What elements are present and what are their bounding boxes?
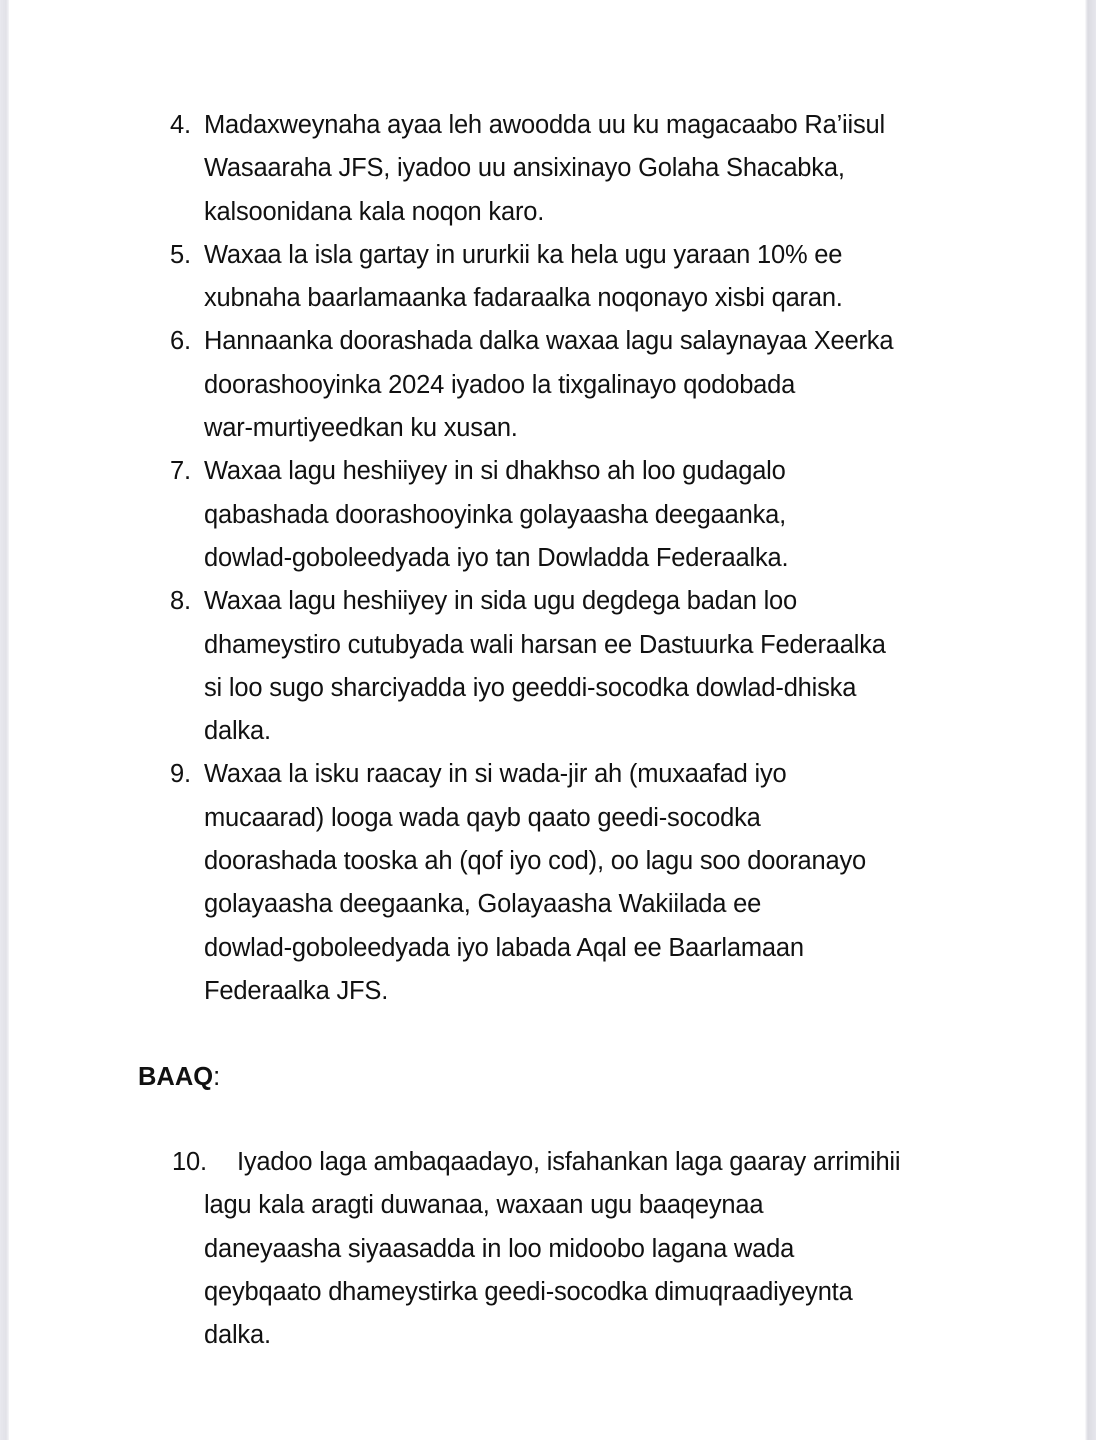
item-line: si loo sugo sharciyadda iyo geeddi-socodka dowlad-dhiska (204, 673, 857, 702)
item-number: 6. (170, 327, 191, 356)
section-heading-colon: : (213, 1063, 221, 1091)
item-line: qeybqaato dhameystirka geedi-socodka dimuqraadiyeynta (204, 1277, 853, 1306)
item-number: 9. (170, 760, 191, 789)
item-line: qabashada doorashooyinka golayaasha deegaanka, (204, 500, 787, 529)
numbered-list (170, 104, 970, 1013)
item-line: doorashooyinka 2024 iyadoo la tixgalinayo qodobada (204, 370, 796, 399)
section-heading (138, 1059, 220, 1095)
item-line: dowlad-goboleedyada iyo labada Aqal ee Baarlamaan (204, 933, 804, 962)
list-item-9 (170, 753, 970, 1013)
item-line: dalka. (204, 717, 271, 746)
list-item-10 (172, 1141, 992, 1357)
list-item-6 (170, 320, 970, 450)
item-line: golayaasha deegaanka, Golayaasha Wakiilada ee (204, 890, 762, 919)
item-line: Iyadoo laga ambaqaadayo, isfahankan laga gaaray arrimihii (237, 1148, 901, 1176)
item-line: Hannaanka doorashada dalka waxaa lagu salaynayaa Xeerka (204, 327, 894, 356)
list-item-8 (170, 580, 970, 753)
item-number: 10. (172, 1148, 207, 1176)
item-line: dowlad-goboleedyada iyo tan Dowladda Federaalka. (204, 543, 789, 572)
item-line: mucaarad) looga wada qayb qaato geedi-socodka (204, 803, 761, 832)
item-number: 8. (170, 587, 191, 616)
item-line: Waxaa lagu heshiiyey in sida ugu degdega badan loo (204, 587, 797, 616)
section-heading-bold: BAAQ (138, 1063, 214, 1091)
item-line: lagu kala aragti duwanaa, waxaan ugu baaqeynaa (204, 1191, 764, 1220)
item-line: Waxaa la isku raacay in si wada-jir ah (muxaafad iyo (204, 760, 787, 789)
item-line: war-murtiyeedkan ku xusan. (204, 414, 518, 443)
item-line: Wasaaraha JFS, iyadoo uu ansixinayo Golaha Shacabka, (204, 154, 845, 183)
item-line: kalsoonidana kala noqon karo. (204, 197, 545, 226)
list-item-7 (170, 450, 970, 580)
item-line: Madaxweynaha ayaa leh awoodda uu ku magacaabo Ra’iisul (204, 111, 885, 139)
item-line: xubnaha baarlamaanka fadaraalka noqonayo xisbi qaran. (204, 284, 843, 313)
item-line: Federaalka JFS. (204, 976, 389, 1005)
item-line: Waxaa lagu heshiiyey in si dhakhso ah loo gudagalo (204, 457, 786, 486)
item-line: dhameystiro cutubyada wali harsan ee Dastuurka Federaalka (204, 630, 886, 659)
item-line: Waxaa la isla gartay in ururkii ka hela ugu yaraan 10% ee (204, 240, 843, 269)
item-number: 4. (170, 111, 191, 139)
item-line: daneyaasha siyaasadda in loo midoobo lagana wada (204, 1234, 795, 1263)
item-line: doorashada tooska ah (qof iyo cod), oo lagu soo dooranayo (204, 847, 866, 876)
list-item-5 (170, 234, 970, 321)
item-number: 7. (170, 457, 191, 486)
list-item-4 (170, 104, 970, 234)
item-number: 5. (170, 240, 191, 269)
item-line: dalka. (204, 1321, 271, 1350)
